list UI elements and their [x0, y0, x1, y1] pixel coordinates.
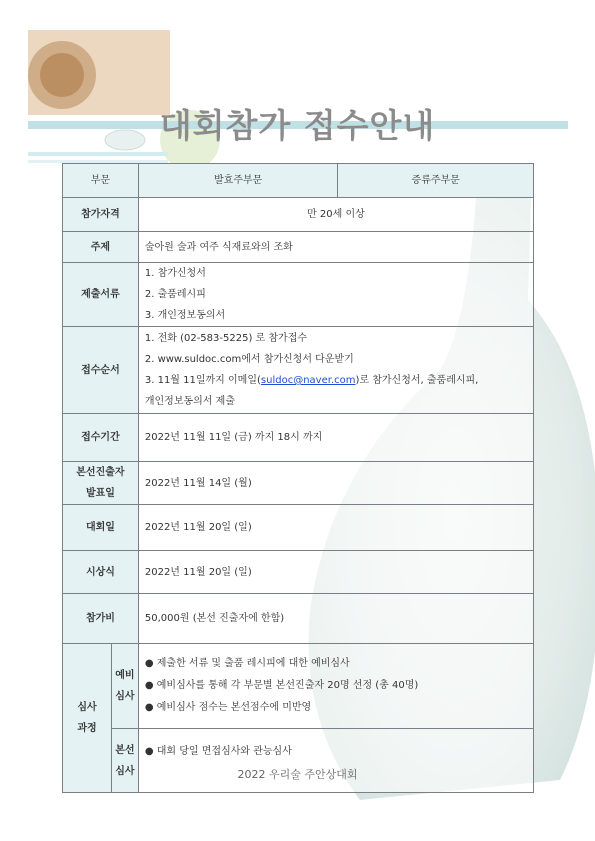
list-item: 1. 참가신청서	[144, 268, 206, 279]
procedure-step: 1. 전화 (02-583-5225) 로 참가접수	[144, 333, 308, 344]
judging-label-line: 심사	[77, 702, 97, 713]
contest-value: 2022년 11월 20일 (일)	[138, 505, 533, 551]
procedure-step-text: )로 참가신청서, 출품레시피,	[355, 375, 479, 386]
final-label-line: 본선	[115, 744, 135, 756]
ceremony-value: 2022년 11월 20일 (일)	[138, 551, 533, 594]
theme-value: 술아원 술과 여주 식재료와의 조화	[138, 232, 533, 263]
info-table	[62, 163, 534, 793]
fee-label: 참가비	[63, 594, 139, 644]
eligibility-value: 만 20세 이상	[138, 198, 533, 232]
table-row	[63, 414, 534, 462]
prelim-label-line: 예비	[115, 670, 135, 681]
final-label-line: 심사	[115, 765, 135, 777]
procedure-step: 개인정보동의서 제출	[144, 396, 235, 407]
period-value: 2022년 11월 11일 (금) 까지 18시 까지	[138, 414, 533, 462]
distilled-header: 증류주부문	[338, 164, 534, 198]
table-row	[63, 462, 534, 505]
procedure-label: 접수순서	[63, 327, 139, 414]
announce-label	[63, 462, 139, 505]
procedure-steps	[138, 327, 533, 414]
category-header: 부문	[63, 164, 139, 198]
table-row	[63, 232, 534, 263]
period-label: 접수기간	[63, 414, 139, 462]
table-row	[63, 505, 534, 551]
table-row	[63, 644, 534, 729]
prelim-label-line: 심사	[115, 691, 135, 702]
final-label	[112, 729, 138, 792]
eligibility-label: 참가자격	[63, 198, 139, 232]
contest-label: 대회일	[63, 505, 139, 551]
list-item: ● 예비심사 점수는 본선점수에 미반영	[144, 701, 312, 713]
table-row	[63, 551, 534, 594]
announce-value: 2022년 11월 14일 (월)	[138, 462, 533, 505]
footer-text: 2022 우리술 주안상대회	[237, 768, 358, 781]
prelim-label	[112, 644, 138, 729]
list-item: 2. 출품레시피	[144, 289, 206, 300]
table-row	[63, 198, 534, 232]
list-item: ● 예비심사를 통해 각 부문별 본선진출자 20명 선정 (총 40명)	[144, 679, 419, 691]
table-row	[63, 327, 534, 414]
procedure-step: 2. www.suldoc.com에서 참가신청서 다운받기	[144, 354, 354, 365]
judging-label-line: 과정	[77, 723, 97, 734]
fermented-header: 발효주부문	[138, 164, 338, 198]
list-item: ● 대회 당일 면접심사와 관능심사	[144, 745, 292, 757]
announce-label-line: 본선진출자	[76, 467, 125, 478]
fee-value: 50,000원 (본선 진출자에 한함)	[138, 594, 533, 644]
list-item: ● 제출한 서류 및 출품 레시피에 대한 예비심사	[144, 657, 350, 669]
documents-label: 제출서류	[63, 263, 139, 327]
page-title: 대회참가 접수안내	[159, 106, 436, 145]
email-link[interactable]: suldoc@naver.com	[260, 375, 356, 386]
announce-label-line: 발표일	[85, 488, 115, 499]
table-header-row	[63, 164, 534, 198]
procedure-step-text: 3. 11월 11일까지 이메일(	[144, 375, 261, 386]
prelim-content	[138, 644, 533, 729]
table-row	[63, 263, 534, 327]
documents-list	[138, 263, 533, 327]
final-content	[138, 728, 533, 792]
theme-label: 주제	[63, 232, 139, 263]
table-row	[63, 594, 534, 644]
list-item: 3. 개인정보동의서	[144, 310, 226, 321]
procedure-step	[145, 370, 527, 391]
ceremony-label: 시상식	[63, 551, 139, 594]
